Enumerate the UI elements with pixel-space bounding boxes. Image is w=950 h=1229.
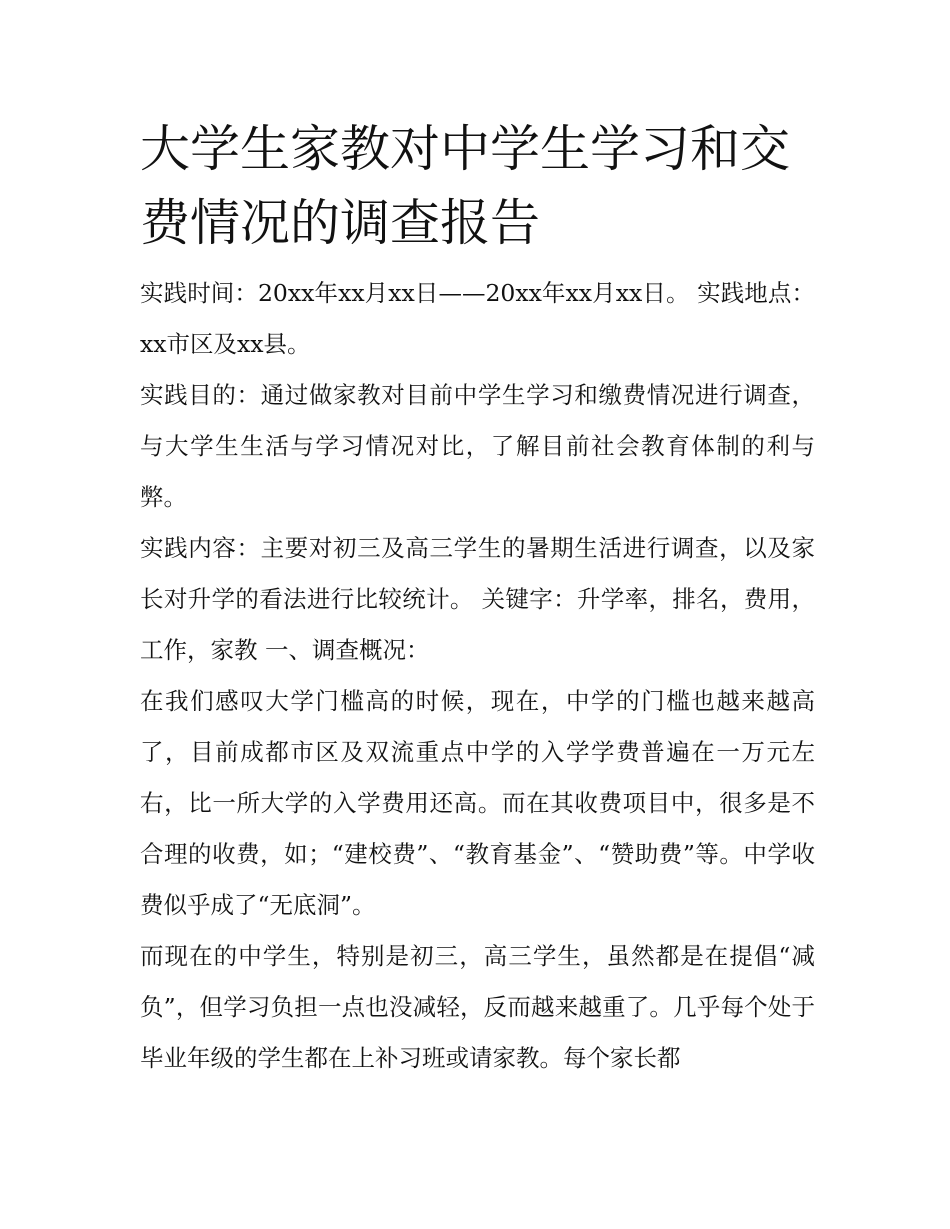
document-title: 大学生家教对中学生学习和交费情况的调查报告 bbox=[140, 120, 790, 252]
paragraph-student-burden: 而现在的中学生，特别是初三，高三学生，虽然都是在提倡“减负”，但学习负担一点也没减轻，反而越来越重了。几乎每个处于毕业年级的学生都在上补习班或请家教。每个家长都 bbox=[140, 942, 815, 1072]
paragraph-practice-content: 实践内容：主要对初三及高三学生的暑期生活进行调查，以及家长对升学的看法进行比较统计。 关键字：升学率，排名，费用，工作，家教 一、调查概况： bbox=[140, 534, 815, 664]
document-page bbox=[140, 112, 815, 1084]
paragraph-practice-time: 实践时间：20xx年xx月xx日——20xx年xx月xx日。 实践地点：xx市区及xx县。 bbox=[140, 279, 815, 358]
paragraph-fees-overview: 在我们感叹大学门槛高的时候，现在，中学的门槛也越来越高了，目前成都市区及双流重点中学的入学学费普遍在一万元左右，比一所大学的入学费用还高。而在其收费项目中，很多是不合理的收费，如；“建校费”、“教育基金”、“赞助费”等。中学收费似乎成了“无底洞”。 bbox=[140, 687, 815, 919]
paragraph-practice-purpose: 实践目的：通过做家教对目前中学生学习和缴费情况进行调查，与大学生生活与学习情况对比，了解目前社会教育体制的利与弊。 bbox=[140, 381, 815, 511]
